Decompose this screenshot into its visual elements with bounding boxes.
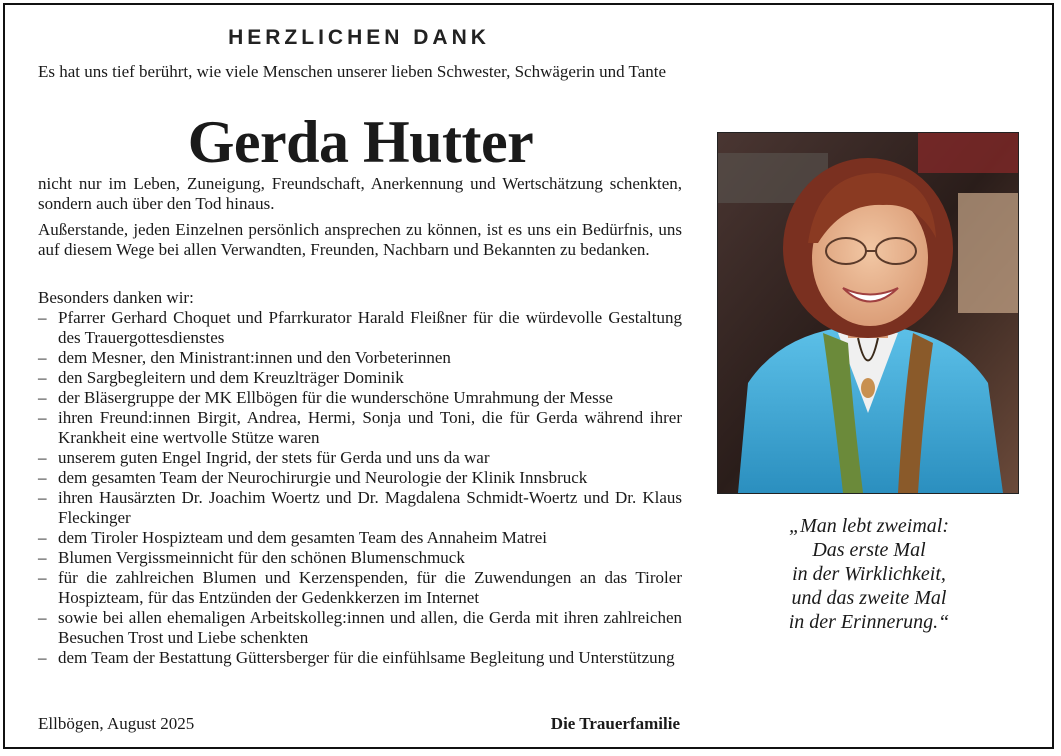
thanks-list	[38, 308, 682, 668]
portrait-illustration	[718, 133, 1018, 493]
paragraph-2: Außerstande, jeden Einzelnen persönlich ansprechen zu können, ist es uns ein Bedürfnis, uns auf diesem Wege bei allen Verwandten, Freunden, Nachbarn und Bekannten zu bedanken.	[38, 220, 682, 259]
quote	[724, 514, 1014, 634]
deceased-name: Gerda Hutter	[187, 109, 534, 175]
quote-line: Das erste Mal	[812, 539, 926, 561]
intro-text: Es hat uns tief berührt, wie viele Menschen unserer lieben Schwester, Schwägerin und Tante	[38, 62, 667, 81]
paragraph-1: nicht nur im Leben, Zuneigung, Freundschaft, Anerkennung und Wertschätzung schenkten, sondern auch über den Tod hinaus.	[38, 174, 682, 213]
list-item: – der Bläsergruppe der MK Ellbögen für die wunderschöne Umrahmung der Messe	[38, 388, 682, 408]
list-item: – sowie bei allen ehemaligen Arbeitskolleg:innen und allen, die Gerda mit ihren zahlreichen Besuchen Trost und Liebe schenkten	[38, 608, 682, 648]
signature: Die Trauerfamilie	[550, 714, 680, 733]
list-item: – Pfarrer Gerhard Choquet und Pfarrkurator Harald Fleißner für die würdevolle Gestaltung des Trauergottesdienstes	[38, 308, 682, 348]
portrait-photo	[717, 132, 1019, 494]
thanks-section	[38, 288, 682, 668]
list-item: – ihren Hausärzten Dr. Joachim Woertz und Dr. Magdalena Schmidt-Woertz und Dr. Klaus Fleckinger	[38, 488, 682, 528]
list-item: – für die zahlreichen Blumen und Kerzenspenden, für die Zuwendungen an das Tiroler Hospizteam, für das Entzünden der Gedenkkerzen im Internet	[38, 568, 682, 608]
list-item: – den Sargbegleitern und dem Kreuzlträger Dominik	[38, 368, 682, 388]
list-item: – dem Team der Bestattung Güttersberger für die einfühlsame Begleitung und Unterstützung	[38, 648, 682, 668]
list-item: – dem Tiroler Hospizteam und dem gesamten Team des Annaheim Matrei	[38, 528, 682, 548]
list-item: – Blumen Vergissmeinnicht für den schönen Blumenschmuck	[38, 548, 682, 568]
list-item: – unserem guten Engel Ingrid, der stets für Gerda und uns da war	[38, 448, 682, 468]
quote-line: in der Wirklichkeit,	[792, 563, 946, 585]
quote-line: „Man lebt zweimal:	[789, 515, 949, 537]
header-title: HERZLICHEN DANK	[228, 26, 490, 49]
thanks-intro: Besonders danken wir:	[38, 288, 194, 307]
quote-line: und das zweite Mal	[791, 587, 947, 609]
list-item: – ihren Freund:innen Birgit, Andrea, Hermi, Sonja und Toni, die für Gerda während ihrer Krankheit eine wertvolle Stütze waren	[38, 408, 682, 448]
place-date: Ellbögen, August 2025	[38, 714, 195, 733]
list-item: – dem Mesner, den Ministrant:innen und den Vorbeterinnen	[38, 348, 682, 368]
quote-line: in der Erinnerung.“	[788, 611, 950, 633]
list-item: – dem gesamten Team der Neurochirurgie und Neurologie der Klinik Innsbruck	[38, 468, 682, 488]
